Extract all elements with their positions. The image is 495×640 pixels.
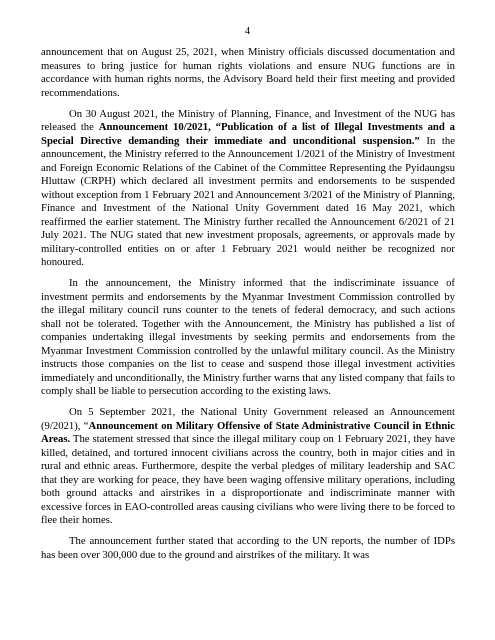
bold-announcement-title: Announcement on Military Offensive of State Administrative Council in Ethnic Areas.	[41, 419, 455, 445]
paragraph-2	[41, 108, 455, 270]
paragraph-4	[41, 406, 455, 528]
paragraph-text: In the announcement, the Ministry referred to the Announcement 1/2021 of the Ministry of Investment and Foreign Economic Relations of the Cabinet of the Committee Representing the Pyidaungsu Hluttaw (CRPH) which declared all investment permits and endorsements to be suspended without exception from 1 February 2021 and Announcement 3/2021 of the Ministry of Planning, Finance and Investment of the National Unity Government dated 16 May 2021, which reaffirmed the earlier statement. The Ministry further recalled the Announcement 6/2021 of 21 July 2021. The NUG stated that new investment proposals, agreements, or approvals made by military-controlled entities on or after 1 February 2021 would neither be recognized nor honoured.	[41, 134, 455, 268]
paragraph-text: On 30 August 2021, the Ministry of Planning, Finance, and Investment of the NUG has released the	[41, 107, 455, 133]
paragraph-5	[41, 535, 455, 562]
paragraph-text: announcement that on August 25, 2021, when Ministry officials discussed documentation and measures to bring justice for human rights violations and ensure NUG functions are in accordance with human rights norms, the Advisory Board held their first meeting and provided recommendations.	[41, 46, 455, 99]
document-body	[41, 46, 455, 570]
paragraph-1	[41, 46, 455, 100]
paragraph-text: In the announcement, the Ministry informed that the indiscriminate issuance of investment permits and endorsements by the Myanmar Investment Commission controlled by the illegal military council runs counter to the tenets of federal democracy, and such actions shall not be tolerated. Together with the Announcement, the Ministry has published a list of companies undertaking illegal investments by seeking permits and endorsements from the Myanmar Investment Commission controlled by the unlawful military council. As the Ministry instructs those companies on the list to cease and suspend those illegal investment activities immediately and unconditionally, the Ministry further warns that any listed company that fails to comply shall be liable to persecution according to the existing laws.	[41, 277, 455, 397]
paragraph-text: The announcement further stated that according to the UN reports, the number of IDPs has been over 300,000 due to the ground and airstrikes of the military. It was	[41, 535, 455, 561]
bold-announcement-title: Announcement 10/2021, “Publication of a list of Illegal Investments and a Special Directive demanding their immediate and unconditional suspension.”	[41, 121, 455, 147]
page-number: 4	[244, 26, 251, 37]
paragraph-text: The statement stressed that since the illegal military coup on 1 February 2021, they have killed, detained, and tortured innocent civilians across the country, both in major cities and in rural and ethnic areas. Furthermore, despite the verbal pledges of military leadership and SAC that they are working for peace, they have been waging offensive military operations, including both ground attacks and airstrikes in a disproportionate and indiscriminate manner with excessive forces in EAO-controlled areas causing civilians who were living there to be forced to flee their homes.	[41, 433, 455, 526]
paragraph-3	[41, 277, 455, 399]
paragraph-text: On 5 September 2021, the National Unity Government released an Announcement (9/2021), “	[41, 406, 455, 432]
